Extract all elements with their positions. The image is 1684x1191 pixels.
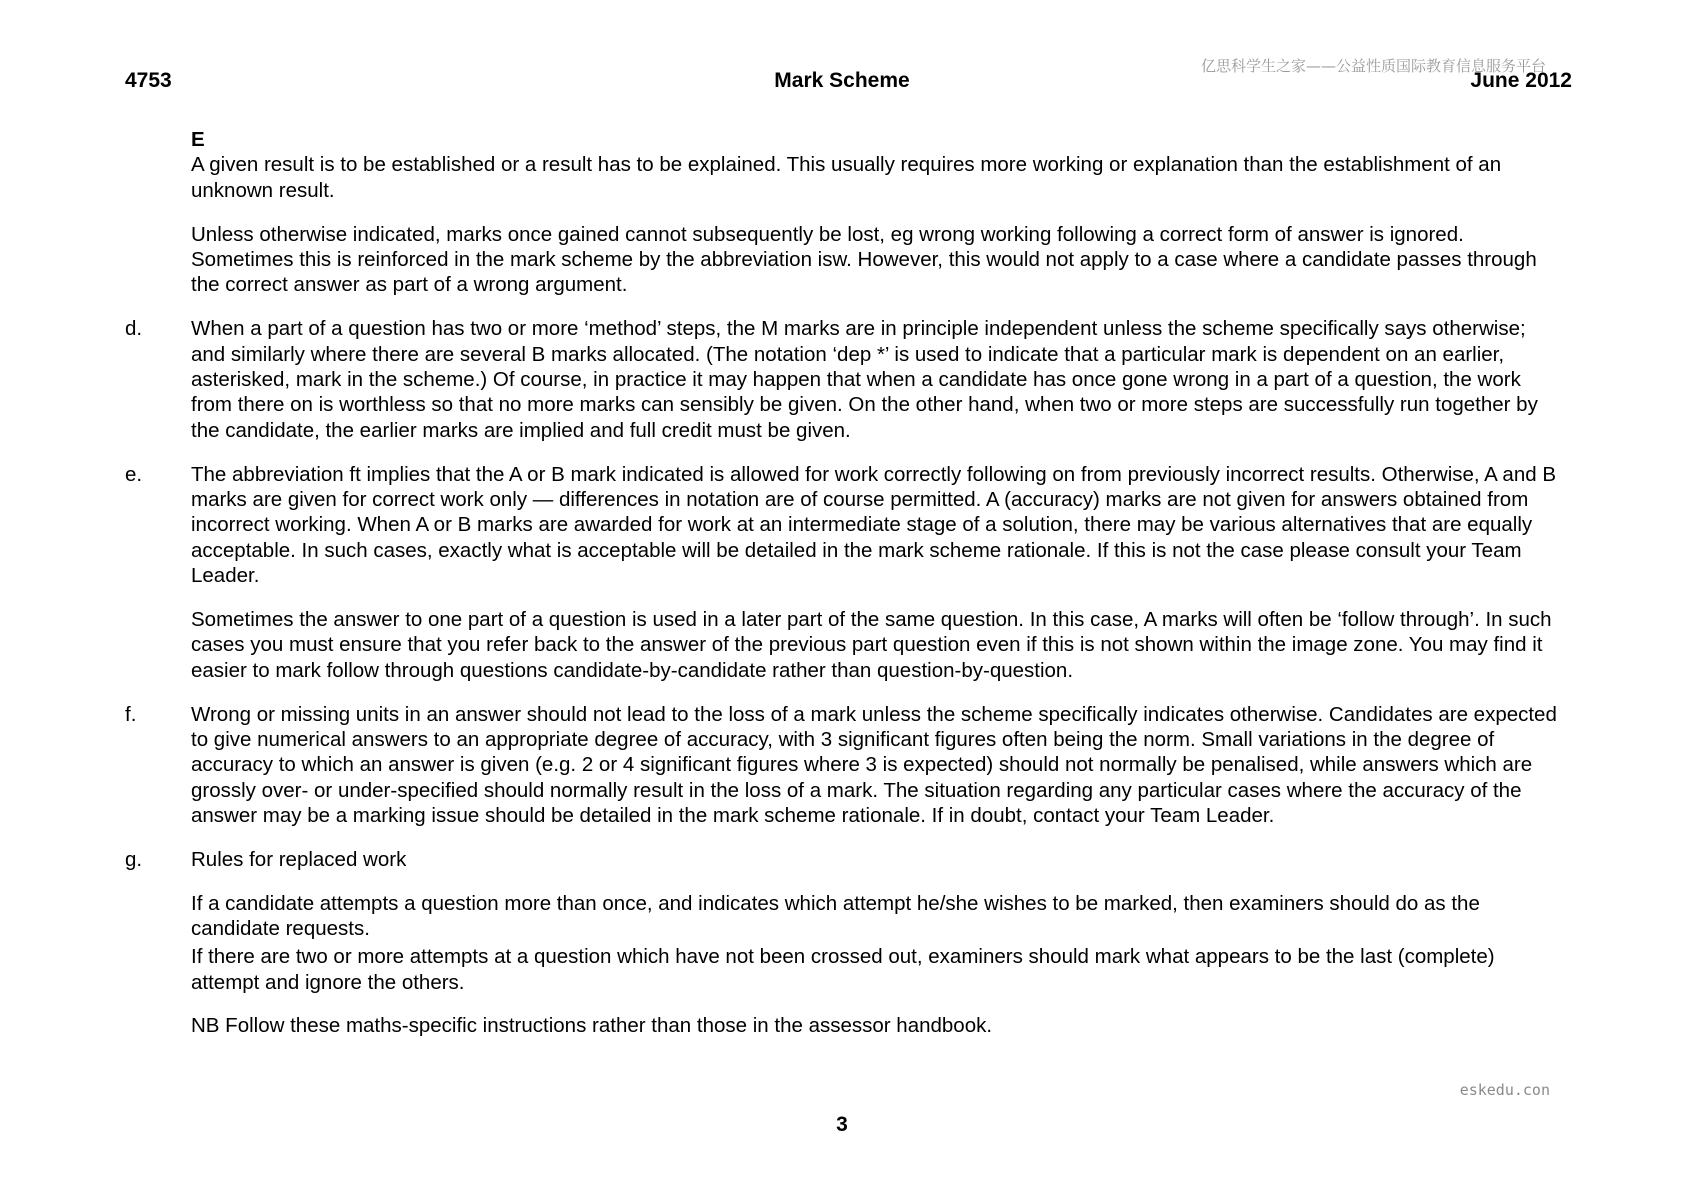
paragraph: If there are two or more attempts at a question which have not been crossed out, examiners should mark what appears to be the last (complete) attempt and ignore the others.: [191, 945, 1495, 994]
paper-code: 4753: [125, 69, 172, 92]
subheading: Rules for replaced work: [191, 848, 407, 872]
list-label: g.: [125, 848, 143, 872]
list-text: [191, 847, 1561, 1039]
section-heading-e: E: [191, 128, 205, 151]
paragraph: Sometimes the answer to one part of a question is used in a later part of the same question. In this case, A marks will often be ‘follow through’. In such cases you must ensure that you refer back to the answer of the previous part question even if this is not shown within the image zone. You may find it easier to mark follow through questions candidate-by-candidate rather than question-by-question.: [191, 608, 1552, 682]
list-item-g: [125, 847, 1561, 1039]
exam-date: June 2012: [1470, 69, 1572, 92]
paragraph: NB Follow these maths-specific instructions rather than those in the assessor handbook.: [191, 1014, 993, 1038]
list-text: Wrong or missing units in an answer should not lead to the loss of a mark unless the scheme specifically indicates otherwise. Candidates are expected to give numerical answers to an appropriate degree of accuracy, with 3 significant figures often being the norm. Small variations in the degree of accuracy to which an answer is given (e.g. 2 or 4 significant figures where 3 is expected) should not normally be penalised, while answers which are grossly over- or under-specified should normally result in the loss of a mark. The situation regarding any particular cases where the accuracy of the answer may be a marking issue should be detailed in the mark scheme rationale. If in doubt, contact your Team Leader.: [191, 702, 1557, 828]
list-label: f.: [125, 702, 137, 726]
section-e-continued: [125, 127, 1561, 298]
footer-watermark: eskedu.con: [1459, 1081, 1550, 1099]
paragraph: The abbreviation ft implies that the A or B mark indicated is allowed for work correctly following on from previously incorrect results. Otherwise, A and B marks are given for correct work only — differences in notation are of course permitted. A (accuracy) marks are not given for answers obtained from incorrect working. When A or B marks are awarded for work at an intermediate stage of a solution, there may be various alternatives that are equally acceptable. In such cases, exactly what is acceptable will be detailed in the mark scheme rationale. If this is not the case please consult your Team Leader.: [191, 462, 1556, 588]
list-text: [191, 462, 1561, 684]
list-label: d.: [125, 317, 143, 341]
paragraph: A given result is to be established or a result has to be explained. This usually requires more working or explanation than the establishment of an unknown result.: [191, 153, 1502, 202]
list-item-e: [125, 462, 1561, 684]
main-content: [125, 127, 1561, 1057]
list-item-f: [125, 702, 1561, 829]
list-item-d: [125, 316, 1561, 443]
page-number: 3: [836, 1113, 848, 1136]
paragraph: Unless otherwise indicated, marks once gained cannot subsequently be lost, eg wrong working following a correct form of answer is ignored. Sometimes this is reinforced in the mark scheme by the abbreviation isw. However, this would not apply to a case where a candidate passes through the correct answer as part of a wrong argument.: [191, 222, 1537, 297]
header-watermark: 亿思科学生之家——公益性质国际教育信息服务平台: [1200, 57, 1546, 75]
list-label: e.: [125, 462, 143, 486]
document-title: Mark Scheme: [774, 69, 910, 92]
list-text: When a part of a question has two or more ‘method’ steps, the M marks are in principle independent unless the scheme specifically says otherwise; and similarly where there are several B marks allocated. (The notation ‘dep *’ is used to indicate that a particular mark is dependent on an earlier, asterisked, mark in the scheme.) Of course, in practice it may happen that when a candidate has once gone wrong in a part of a question, the work from there on is worthless so that no more marks can sensibly be given. On the other hand, when two or more steps are successfully run together by the candidate, the earlier marks are implied and full credit must be given.: [191, 317, 1538, 442]
paragraph: If a candidate attempts a question more than once, and indicates which attempt he/she wishes to be marked, then examiners should do as the candidate requests.: [191, 891, 1480, 941]
